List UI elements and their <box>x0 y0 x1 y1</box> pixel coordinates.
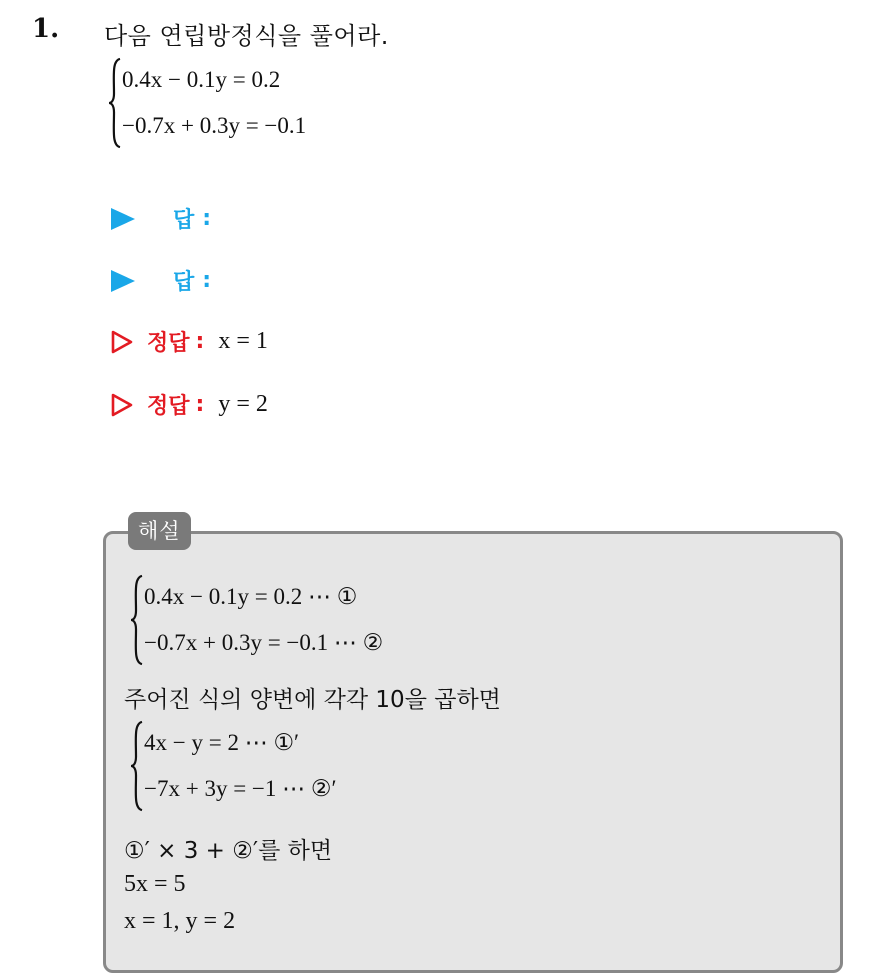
answer-row-1 <box>111 203 211 234</box>
play-arrow-icon <box>111 270 135 292</box>
question-system <box>108 57 306 149</box>
equation-line: −7x + 3y = −1 ⋯ ②′ <box>144 776 337 801</box>
explanation-system-2 <box>130 720 337 812</box>
left-brace-icon <box>130 720 144 812</box>
question-number: 1. <box>32 14 60 44</box>
equation-line: 0.4x − 0.1y = 0.2 ⋯ ① <box>144 584 358 609</box>
answer-colon: : <box>202 268 212 293</box>
explanation-system-1 <box>130 574 383 666</box>
explanation-line-4: x = 1, y = 2 <box>124 908 236 934</box>
correct-answer-value: y = 2 <box>218 391 268 417</box>
correct-answer-value: x = 1 <box>218 328 268 354</box>
play-arrow-icon <box>111 208 135 230</box>
correct-answer-label: 정답 <box>147 394 190 419</box>
correct-answer-row-2 <box>111 389 268 420</box>
answer-colon: : <box>195 392 205 417</box>
correct-answer-label: 정답 <box>147 331 190 356</box>
answer-colon: : <box>202 206 212 231</box>
answer-row-2 <box>111 265 211 296</box>
left-brace-icon <box>108 57 122 149</box>
explanation-line-3: 5x = 5 <box>124 871 186 897</box>
question-prompt: 다음 연립방정식을 풀어라. <box>104 22 389 50</box>
explanation-text-1: 주어진 식의 양변에 각각 10을 곱하면 <box>124 687 501 713</box>
correct-answer-row-1 <box>111 326 268 357</box>
outline-arrow-icon <box>111 330 133 354</box>
explanation-text-2: ①′ × 3 + ②′를 하면 <box>124 838 333 864</box>
answer-label: 답 <box>173 208 195 233</box>
answer-label: 답 <box>173 270 195 295</box>
answer-colon: : <box>195 329 205 354</box>
outline-arrow-icon <box>111 393 133 417</box>
equation-line: 4x − y = 2 ⋯ ①′ <box>144 730 300 755</box>
equation-line: 0.4x − 0.1y = 0.2 <box>122 67 281 92</box>
left-brace-icon <box>130 574 144 666</box>
explanation-tag: 해설 <box>128 512 191 550</box>
equation-line: −0.7x + 0.3y = −0.1 <box>122 113 307 138</box>
equation-line: −0.7x + 0.3y = −0.1 ⋯ ② <box>144 630 384 655</box>
